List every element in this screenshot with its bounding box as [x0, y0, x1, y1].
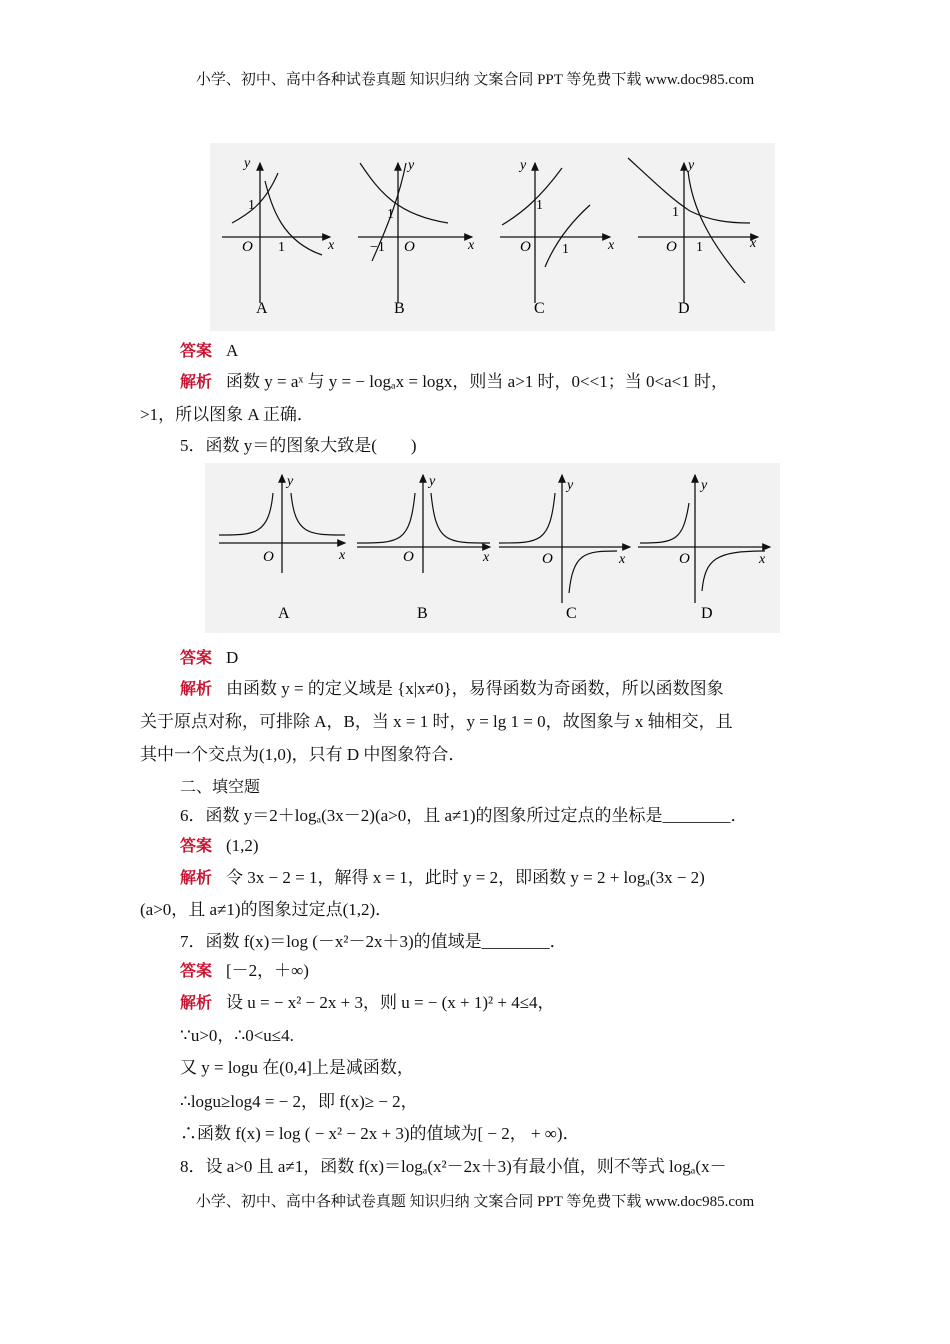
- figure-exp-log-graphs: [210, 143, 775, 331]
- curve-right: [702, 551, 765, 591]
- q7-analysis-line: [140, 991, 810, 1015]
- curve-exp: [502, 168, 562, 225]
- tick-1: 1: [672, 205, 679, 220]
- graph-c: [499, 475, 630, 622]
- label-c: C: [534, 300, 545, 317]
- axis-label-y: y: [688, 158, 695, 173]
- axis-label-x: x: [619, 552, 626, 567]
- label-b: B: [394, 300, 405, 317]
- tick-neg1: −1: [370, 240, 385, 255]
- q7-analysis-1: 设 u = − x² − 2x + 3，则 u = − (x + 1)² + 4≤4，: [226, 993, 555, 1012]
- tick-1: 1: [278, 240, 285, 255]
- axis-label-x: x: [750, 236, 757, 251]
- page-header: 小学、初中、高中各种试卷真题 知识归纳 文案合同 PPT 等免费下载 www.doc985.com: [195, 72, 755, 88]
- label-d: D: [678, 300, 690, 317]
- curve-left: [219, 493, 273, 535]
- q7-question: 7．函数 f(x)＝log (－x²－2x＋3)的值域是________．: [180, 932, 567, 951]
- q5-answer: D: [226, 648, 239, 667]
- label-b: B: [417, 605, 428, 622]
- q6-analysis-1: 令 3x − 2 = 1，解得 x = 1，此时 y = 2，即函数 y = 2 + logₐ(3x − 2): [226, 868, 705, 887]
- graph-a: [222, 156, 335, 317]
- answer-label: 答案: [180, 961, 213, 980]
- tick-1: 1: [562, 242, 569, 257]
- tick-1: 1: [387, 207, 394, 222]
- curve-log: [688, 171, 745, 283]
- origin-label: O: [263, 549, 274, 565]
- q7-analysis-2: ∵u>0，∴0<u≤4.: [180, 1026, 294, 1045]
- curve-left: [499, 493, 555, 543]
- axis-label-x: x: [759, 552, 766, 567]
- label-c: C: [566, 605, 577, 622]
- axis-label-y: y: [244, 156, 251, 171]
- q4-analysis-line: [140, 370, 810, 394]
- page-footer: 小学、初中、高中各种试卷真题 知识归纳 文案合同 PPT 等免费下载 www.doc985.com: [195, 1194, 755, 1210]
- q7-analysis-4: ∴logu≥log4 = − 2，即 f(x)≥ − 2，: [180, 1092, 418, 1111]
- q5-question: 5．函数 y＝的图象大致是( ): [180, 436, 417, 455]
- axis-label-y: y: [408, 158, 415, 173]
- origin-label: O: [242, 239, 253, 255]
- graph-b: [358, 158, 475, 317]
- tick-1: 1: [248, 198, 255, 213]
- analysis-label: 解析: [180, 993, 213, 1012]
- q5-analysis-3: 其中一个交点为(1,0)，只有 D 中图象符合．: [140, 745, 466, 764]
- curve-right: [431, 493, 490, 543]
- axis-label-y: y: [520, 158, 527, 173]
- graph-a: [219, 474, 346, 622]
- label-a: A: [256, 300, 268, 317]
- q7-answer: [－2，＋∞): [226, 961, 309, 980]
- origin-label: O: [520, 239, 531, 255]
- origin-label: O: [666, 239, 677, 255]
- axis-label-x: x: [608, 238, 615, 253]
- origin-label: O: [542, 551, 553, 567]
- q7-answer-line: [140, 959, 810, 983]
- graph-c: [500, 158, 615, 317]
- label-a: A: [278, 605, 290, 622]
- q6-question: 6．函数 y＝2＋logₐ(3x－2)(a>0，且 a≠1)的图象所过定点的坐标是________．: [180, 806, 748, 825]
- origin-label: O: [679, 551, 690, 567]
- axis-label-x: x: [328, 238, 335, 253]
- analysis-label: 解析: [180, 868, 213, 887]
- graph-b: [357, 474, 490, 622]
- axis-label-y: y: [567, 478, 574, 493]
- q6-analysis-2: (a>0，且 a≠1)的图象过定点(1,2)．: [140, 900, 393, 919]
- q5-analysis-2: 关于原点对称，可排除 A，B，当 x = 1 时，y = lg 1 = 0，故图象与 x 轴相交，且: [140, 712, 733, 731]
- curve-log: [545, 205, 590, 267]
- origin-label: O: [404, 239, 415, 255]
- figure-2-svg: [205, 463, 780, 633]
- graph-d: [638, 475, 770, 622]
- origin-label: O: [403, 549, 414, 565]
- label-d: D: [701, 605, 713, 622]
- q7-analysis-3: 又 y = logu 在(0,4]上是减函数，: [180, 1058, 414, 1077]
- axis-label-y: y: [429, 474, 436, 489]
- q4-answer-line: [140, 339, 810, 363]
- tick-1: 1: [696, 240, 703, 255]
- figure-lg-graphs: [205, 463, 780, 633]
- axis-label-x: x: [339, 548, 346, 563]
- section-title: 二、填空题: [180, 777, 261, 796]
- curve-left: [357, 493, 415, 543]
- answer-label: 答案: [180, 836, 213, 855]
- q6-answer-line: [140, 834, 810, 858]
- axis-label-y: y: [701, 478, 708, 493]
- answer-label: 答案: [180, 648, 213, 667]
- tick-1: 1: [536, 198, 543, 213]
- axis-label-x: x: [468, 238, 475, 253]
- q4-analysis-1: 函数 y = aˣ 与 y = − logₐx = logx，则当 a>1 时，0<<1；当 0<a<1 时，: [226, 372, 728, 391]
- q5-answer-line: [140, 646, 810, 670]
- curve-left: [640, 503, 689, 543]
- q5-analysis-1: 由函数 y = 的定义域是 {x|x≠0}，易得函数为奇函数，所以函数图象: [226, 679, 724, 698]
- analysis-label: 解析: [180, 372, 213, 391]
- figure-1-svg: [210, 143, 775, 331]
- axis-label-y: y: [287, 474, 294, 489]
- q7-analysis-5: ∴函数 f(x) = log ( − x² − 2x + 3)的值域为[ − 2， + ∞)．: [180, 1124, 580, 1143]
- q8-question: 8．设 a>0 且 a≠1，函数 f(x)＝logₐ(x²－2x＋3)有最小值，则不等式 logₐ(x－: [180, 1157, 727, 1176]
- curve-right: [569, 551, 617, 593]
- q5-analysis-line: [140, 677, 810, 701]
- q4-answer: A: [226, 341, 239, 360]
- axis-label-x: x: [483, 550, 490, 565]
- curve-log: [265, 181, 322, 255]
- analysis-label: 解析: [180, 679, 213, 698]
- answer-label: 答案: [180, 341, 213, 360]
- q4-analysis-2: >1，所以图象 A 正确．: [140, 405, 314, 424]
- curve-right: [291, 493, 345, 535]
- curve-exp: [232, 173, 278, 223]
- q6-answer: (1,2): [226, 836, 259, 855]
- q6-analysis-line: [140, 866, 810, 890]
- graph-d: [628, 158, 758, 317]
